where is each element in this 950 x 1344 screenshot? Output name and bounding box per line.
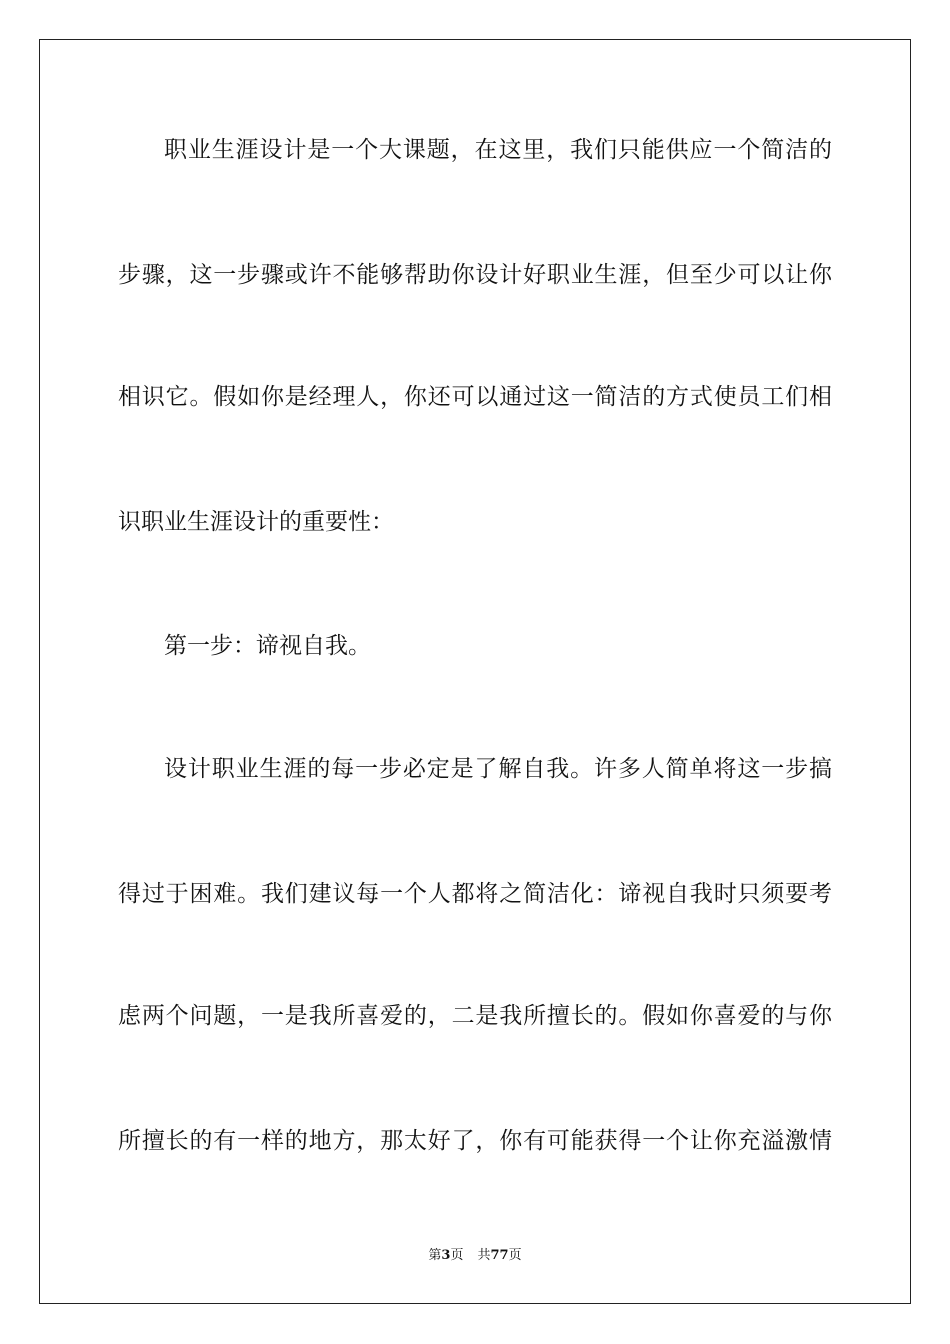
paragraph-line: 职业生涯设计是一个大课题，在这里，我们只能供应一个简洁的 bbox=[164, 137, 832, 163]
paragraph-line: 步骤，这一步骤或许不能够帮助你设计好职业生涯，但至少可以让你 bbox=[118, 262, 832, 288]
section-heading: 第一步：谛视自我。 bbox=[164, 633, 371, 659]
total-pages: 77 bbox=[490, 1248, 509, 1263]
page-number: 3 bbox=[441, 1248, 451, 1263]
paragraph-line: 设计职业生涯的每一步必定是了解自我。许多人简单将这一步搞 bbox=[164, 756, 832, 782]
paragraph-line: 虑两个问题，一是我所喜爱的，二是我所擅长的。假如你喜爱的与你 bbox=[118, 1003, 832, 1029]
paragraph-line: 相识它。假如你是经理人，你还可以通过这一简洁的方式使员工们相 bbox=[118, 384, 832, 410]
page-label: 第3页 bbox=[428, 1248, 464, 1263]
paragraph-line: 得过于困难。我们建议每一个人都将之简洁化：谛视自我时只须要考 bbox=[118, 881, 832, 907]
page-border bbox=[39, 39, 911, 1304]
paragraph-line: 识职业生涯设计的重要性： bbox=[118, 509, 394, 535]
total-label: 共77页 bbox=[477, 1248, 522, 1263]
page-footer bbox=[0, 1246, 950, 1266]
paragraph-line: 所擅长的有一样的地方，那太好了，你有可能获得一个让你充溢激情 bbox=[118, 1128, 832, 1154]
